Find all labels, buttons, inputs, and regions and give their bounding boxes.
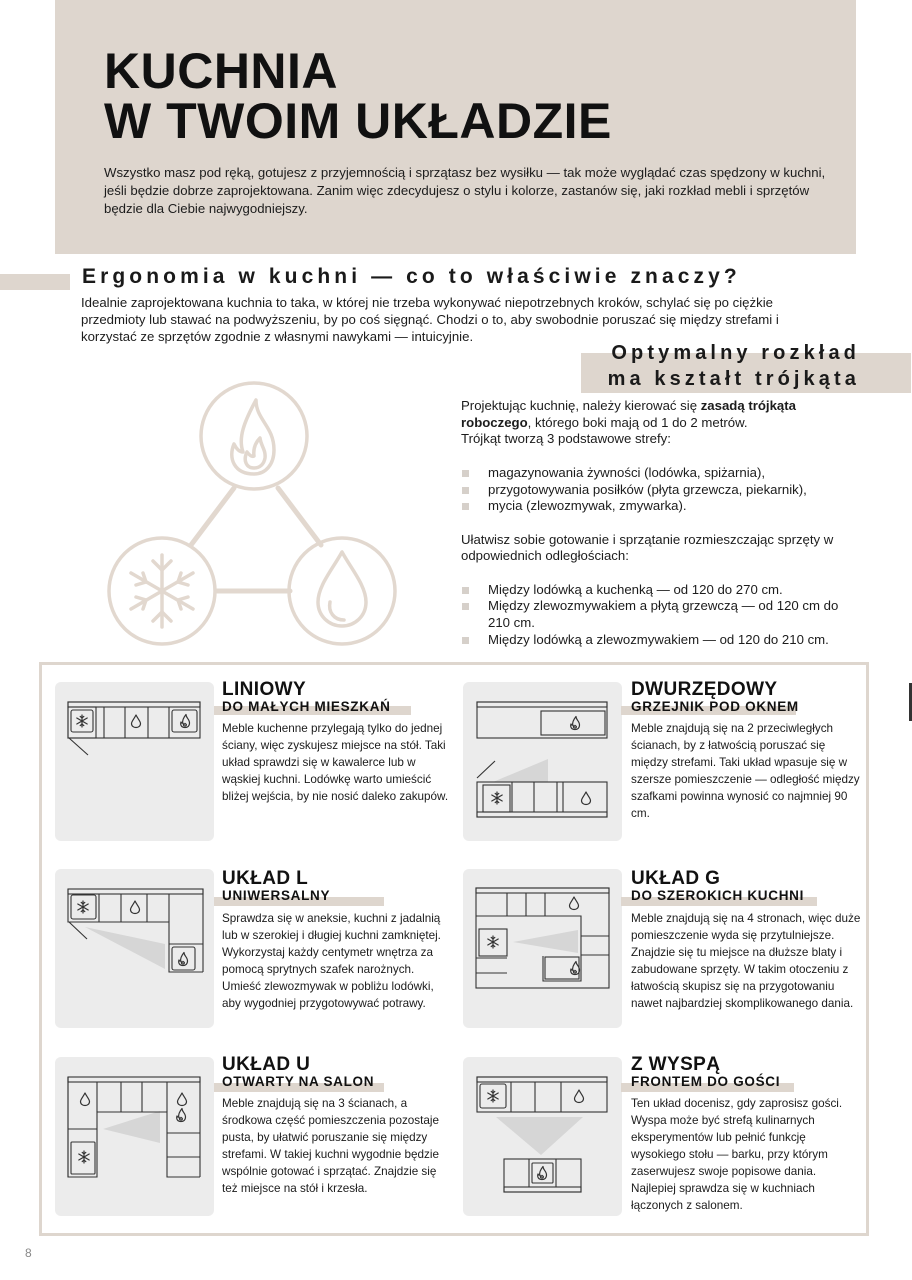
list-item: Między lodówką a kuchenką — od 120 do 270 cm. — [461, 582, 851, 599]
list-item: Między lodówką a zlewozmywakiem — od 120 do 210 cm. — [461, 632, 851, 649]
layout-u-subtitle — [222, 1074, 376, 1090]
g-shaped-floorplan-icon — [463, 869, 622, 1028]
triangle-heading-line-2: ma kształt trójkąta — [607, 368, 860, 390]
rule-bold-term: zasadą trójkąta roboczego — [461, 398, 796, 430]
layout-linear-subtitle — [222, 699, 393, 715]
list-item: mycia (zlewozmywak, zmywarka). — [461, 498, 851, 515]
layout-l-subtitle — [222, 888, 332, 904]
ergonomics-paragraph: Idealnie zaprojektowana kuchnia to taka, w której nie trzeba wykonywać niepotrzebnych kroków, schylać się po ciężkie przedmioty lub stawać na podwyższeniu, by po coś sięgnąć. Chodzi o to, aby swobodnie poruszać się między strefami i korzystać ze sprzętów zgodnie z własnymi nawykami — intuicyjnie. — [81, 295, 779, 344]
work-triangle-diagram — [106, 380, 406, 650]
triangle-rule-paragraph — [461, 398, 851, 431]
layout-galley-image — [463, 682, 622, 841]
layout-galley-subtitle — [631, 699, 801, 715]
triangle-heading-line-1: Optymalny rozkład — [611, 342, 860, 364]
intro-paragraph: Wszystko masz pod ręką, gotujesz z przyjemnością i sprzątasz bez wysiłku — tak może wyglądać czas spędzony w kuchni, jeśli będzie dobrze zaprojektowana. Zanim więc zdecydujesz o stylu i kolorze, zastanów się, jaki rozkład mebli i sprzętów będzie dla Ciebie najwygodniejszy. — [104, 165, 826, 216]
island-floorplan-icon — [463, 1057, 622, 1216]
fire-icon — [232, 400, 274, 474]
layout-l-text: Sprawdza się w aneksie, kuchni z jadalnią lub w szerokiej i długiej kuchni zamkniętej. Wykorzystaj każdy centymetr wnętrza za pomocą sprytnych szafek narożnych. Umieść zlewozmywak w pobliżu lodówki, aby wygodniej przygotowywać potrawy. — [222, 912, 441, 1010]
list-item: przygotowywania posiłków (płyta grzewcza, piekarnik), — [461, 482, 851, 499]
triangle-description — [461, 398, 851, 649]
rule-text-start: Projektując kuchnię, należy kierować się — [461, 398, 701, 413]
page-title-line-2: W TWOIM UKŁADZIE — [104, 93, 612, 149]
layout-island-subtitle-text: FRONTEM DO GOŚCI — [631, 1074, 781, 1089]
layout-l-title: UKŁAD L — [222, 868, 309, 889]
page-number: 8 — [25, 1246, 32, 1260]
rule-text-end: , którego boki mają od 1 do 2 metrów. — [527, 414, 748, 430]
layout-u-title: UKŁAD U — [222, 1054, 311, 1075]
list-item: magazynowania żywności (lodówka, spiżarnia), — [461, 465, 851, 482]
layout-u-subtitle-text: OTWARTY NA SALON — [222, 1074, 375, 1089]
zones-list — [461, 465, 851, 515]
layout-linear-title: LINIOWY — [222, 679, 307, 700]
water-drop-icon — [318, 552, 366, 626]
layout-g-subtitle — [631, 888, 806, 904]
layout-island-title: Z WYSPĄ — [631, 1054, 721, 1075]
layout-galley-text: Meble znajdują się na 2 przeciwległych ścianach, by z łatwością poruszać się między strefami. Taki układ wpasuje się w szersze pomieszczenie — odległość między szafkami powinna wynosić co najmniej 90 cm. — [631, 722, 860, 820]
u-shaped-floorplan-icon — [55, 1057, 214, 1216]
galley-floorplan-icon — [463, 682, 622, 841]
layout-g-title: UKŁAD G — [631, 868, 721, 889]
l-shaped-floorplan-icon — [55, 869, 214, 1028]
layout-l-image — [55, 869, 214, 1028]
linear-floorplan-icon — [55, 682, 214, 841]
snowflake-icon — [131, 555, 193, 627]
distances-intro: Ułatwisz sobie gotowanie i sprzątanie rozmieszczając sprzęty w odpowiednich odległościach: — [461, 531, 834, 564]
layout-island-subtitle — [631, 1074, 782, 1090]
layout-u-text: Meble znajdują się na 3 ścianach, a środkowa część pomieszczenia pozostaje pusta, by ułatwić poruszanie się między strefami. W takiej kuchni wygodnie będzie wspólnie gotować i sprzątać. Znajdzie się też miejsce na stół i krzesła. — [222, 1097, 439, 1195]
layout-galley-subtitle-text: GRZEJNIK POD OKNEM — [631, 699, 799, 714]
layout-island-text: Ten układ docenisz, gdy zaprosisz gości. Wyspa może być strefą kulinarnych eksperymentów lub pełnić funkcję wysokiego stołu — barku, przy którym zaserwujesz swoje popisowe dania. Najlepiej sprawdza się w kuchniach łączonych z salonem. — [631, 1097, 843, 1212]
distances-list — [461, 582, 851, 649]
layout-linear-image — [55, 682, 214, 841]
layout-u-image — [55, 1057, 214, 1216]
layout-linear-text: Meble kuchenne przylegają tylko do jednej ściany, więc zyskujesz miejsce na stół. Taki układ sprawdzi się w kawalerce lub w wąskiej kuchni. Lodówkę warto umieścić bliżej wejścia, by nie nosić daleko zakupów. — [222, 722, 449, 803]
page-title-line-1: KUCHNIA — [104, 43, 339, 99]
page-title — [104, 43, 612, 149]
ergonomics-heading: Ergonomia w kuchni — co to właściwie znaczy? — [70, 264, 753, 290]
layout-g-image — [463, 869, 622, 1028]
layout-linear-subtitle-text: DO MAŁYCH MIESZKAŃ — [222, 699, 391, 714]
triangle-heading — [584, 340, 860, 392]
layout-l-subtitle-text: UNIWERSALNY — [222, 888, 331, 903]
layout-g-subtitle-text: DO SZEROKICH KUCHNI — [631, 888, 805, 903]
layout-g-text: Meble znajdują się na 4 stronach, więc duże pomieszczenie wyda się przytulniejsze. Znajdzie się tu miejsce na dłuższe blaty i zabudowane sprzęty. W takim otoczeniu z łatwością skupisz się na przygotowaniu nawet najbardziej skomplikowanego dania. — [631, 912, 861, 1010]
layout-island-image — [463, 1057, 622, 1216]
zones-intro: Trójkąt tworzą 3 podstawowe strefy: — [461, 431, 671, 447]
layout-galley-title: DWURZĘDOWY — [631, 679, 778, 700]
list-item: Między zlewozmywakiem a płytą grzewczą — od 120 cm do 210 cm. — [461, 598, 851, 631]
